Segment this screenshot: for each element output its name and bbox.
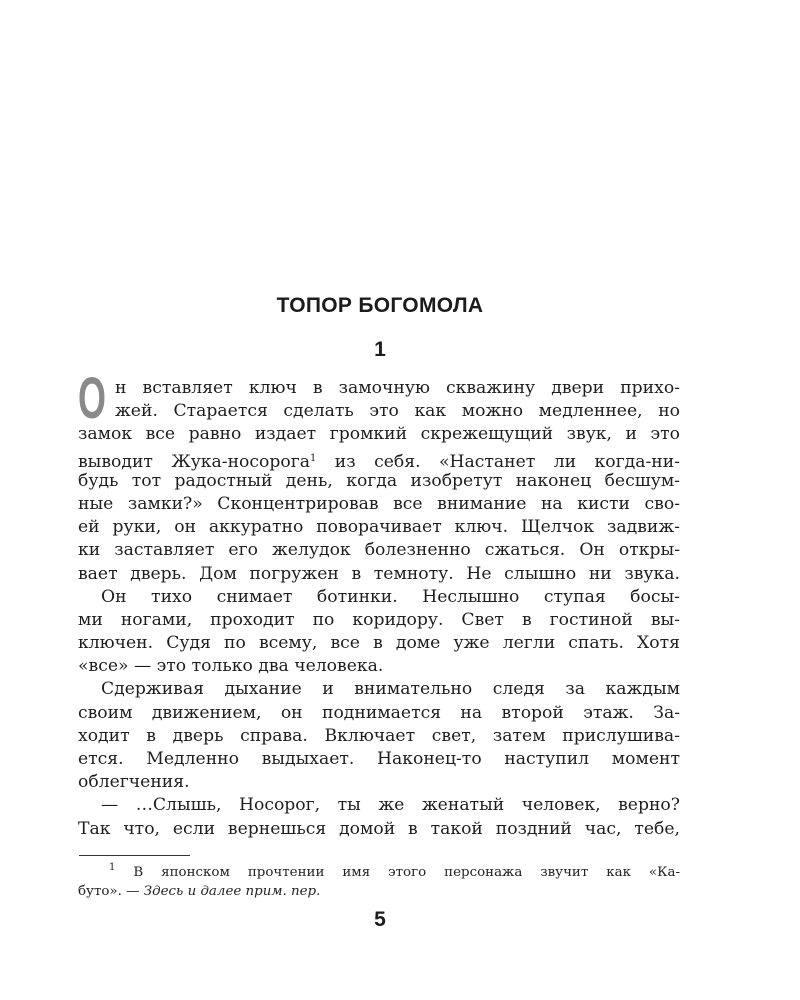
paragraph-3-line-4: ется. Медленно выдыхает. Наконец-то наступил момент [78, 749, 680, 769]
paragraph-1-line-2: жей. Старается сделать это как можно медленнее, но [115, 401, 680, 422]
footnote-marker: 1 [309, 452, 317, 464]
paragraph-3-line-3: ходит в дверь справа. Включает свет, затем прислушива- [78, 725, 680, 746]
footnote-line-1-text: В японском прочтении имя этого персонажа звучит как «Ка- [115, 865, 680, 880]
paragraph-3-line-5: облегчения. [78, 772, 190, 793]
paragraph-1-line-9: вает дверь. Дом погружен в темноту. Не слышно ни звука. [78, 563, 680, 584]
drop-cap: О [78, 366, 106, 431]
chapter-number: 1 [374, 338, 386, 361]
paragraph-1-line-5: будь тот радостный день, когда изобретут наконец бесшум- [78, 470, 680, 491]
page-number: 5 [374, 908, 386, 931]
footnote-number: 1 [109, 862, 116, 873]
footnote-divider [79, 855, 190, 856]
line-4-part-b: из себя. «Настанет ли когда-ни- [316, 451, 680, 472]
footnote-line-1 [78, 858, 680, 882]
footnote-italic-note: Здесь и далее прим. пер. [143, 884, 321, 899]
line-4-part-a: выводит Жука-носорога [78, 451, 310, 472]
paragraph-3-line-1: Сдерживая дыхание и внимательно следя за каждым [101, 679, 680, 700]
footnote [78, 858, 680, 901]
paragraph-4-line-2: Так что, если вернешься домой в такой поздний час, тебе, [78, 818, 680, 839]
paragraph-1-line-8: ки заставляет его желудок болезненно сжаться. Он откры- [78, 540, 680, 561]
footnote-line-2-text: буто». — [78, 884, 144, 899]
paragraph-4-line-1: — …Слышь, Носорог, ты же женатый человек, верно? [101, 795, 680, 816]
body-text [78, 366, 680, 841]
paragraph-2-line-2: ми ногами, проходит по коридору. Свет в гостиной вы- [78, 609, 680, 630]
paragraph-1-line-7: ей руки, он аккуратно поворачивает ключ. Щелчок задвиж- [78, 517, 680, 538]
paragraph-2-line-4: «все» — это только два человека. [78, 656, 384, 677]
chapter-title: ТОПОР БОГОМОЛА [276, 294, 484, 317]
paragraph-3-line-2: своим движением, он поднимается на второй этаж. За- [78, 702, 680, 723]
paragraph-1-line-4 [78, 447, 680, 470]
paragraph-2-line-1: Он тихо снимает ботинки. Неслышно ступая босы- [101, 586, 680, 607]
footnote-line-2 [78, 882, 680, 901]
paragraph-2-line-3: ключен. Судя по всему, все в доме уже легли спать. Хотя [78, 633, 680, 654]
paragraph-1-line-1: н вставляет ключ в замочную скважину двери прихо- [115, 378, 680, 398]
paragraph-1-line-6: ные замки?» Сконцентрировав все внимание на кисти сво- [78, 493, 680, 514]
paragraph-1-line-3: замок все равно издает громкий скрежещущий звук, и это [78, 424, 680, 445]
